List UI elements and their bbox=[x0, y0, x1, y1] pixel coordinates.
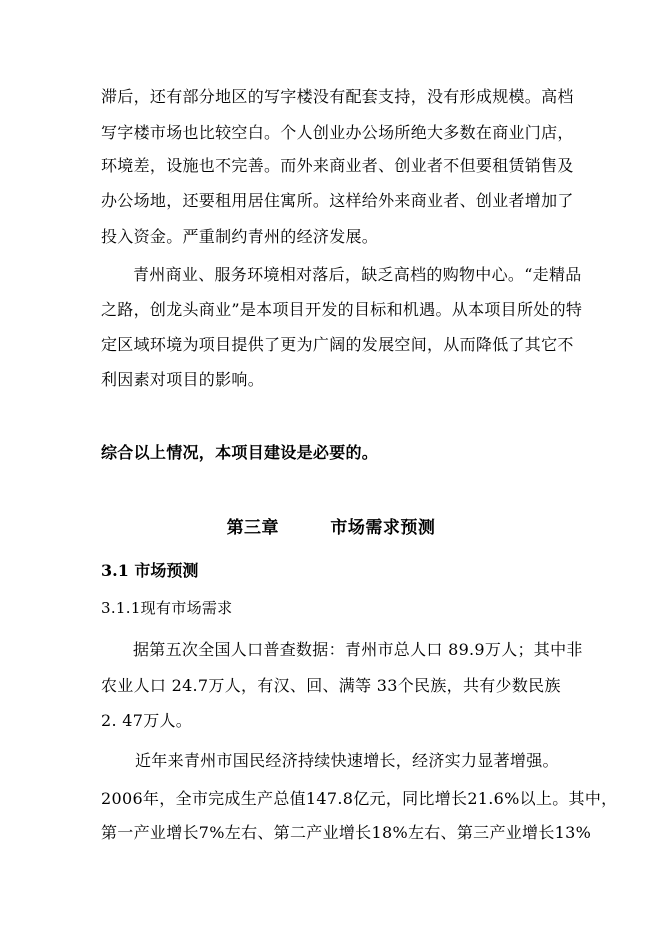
paragraph-2-line-4: 利因素对项目的影响。 bbox=[101, 370, 265, 389]
paragraph-2-line-2: 之路，创龙头商业”是本项目开发的目标和机遇。从本项目所处的特 bbox=[101, 300, 583, 319]
paragraph-4-line-1: 近年来青州市国民经济持续快速增长，经济实力显著增强。 bbox=[135, 751, 559, 770]
conclusion-statement: 综合以上情况，本项目建设是必要的。 bbox=[101, 443, 379, 462]
paragraph-4-line-3: 第一产业增长7%左右、第二产业增长18%左右、第三产业增长13% bbox=[101, 823, 592, 842]
paragraph-3-line-3: 2. 47万人。 bbox=[101, 711, 193, 730]
section-heading: 3.1 市场预测 bbox=[101, 561, 199, 580]
chapter-title: 第三章 市场需求预测 bbox=[226, 518, 436, 538]
paragraph-4-line-2: 2006年，全市完成生产总值147.8亿元，同比增长21.6%以上。其中， bbox=[101, 789, 618, 808]
subsection-heading: 3.1.1现有市场需求 bbox=[101, 599, 233, 617]
paragraph-1-line-3: 环境差，设施也不完善。而外来商业者、创业者不但要租赁销售及 bbox=[101, 156, 574, 175]
paragraph-1-line-1: 滞后，还有部分地区的写字楼没有配套支持，没有形成规模。高档 bbox=[101, 87, 574, 106]
paragraph-2-line-1: 青州商业、服务环境相对落后，缺乏高档的购物中心。“走精品 bbox=[133, 265, 582, 284]
paragraph-2-line-3: 定区域环境为项目提供了更为广阔的发展空间，从而降低了其它不 bbox=[101, 335, 574, 354]
paragraph-1-line-5: 投入资金。严重制约青州的经济发展。 bbox=[101, 227, 379, 246]
paragraph-3-line-2: 农业人口 24.7万人，有汉、回、满等 33个民族，共有少数民族 bbox=[101, 676, 561, 695]
paragraph-1-line-2: 写字楼市场也比较空白。个人创业办公场所绝大多数在商业门店， bbox=[101, 123, 574, 142]
paragraph-1-line-4: 办公场地，还要租用居住寓所。这样给外来商业者、创业者增加了 bbox=[101, 191, 574, 210]
paragraph-3-line-1: 据第五次全国人口普查数据：青州市总人口 89.9万人；其中非 bbox=[133, 640, 583, 659]
